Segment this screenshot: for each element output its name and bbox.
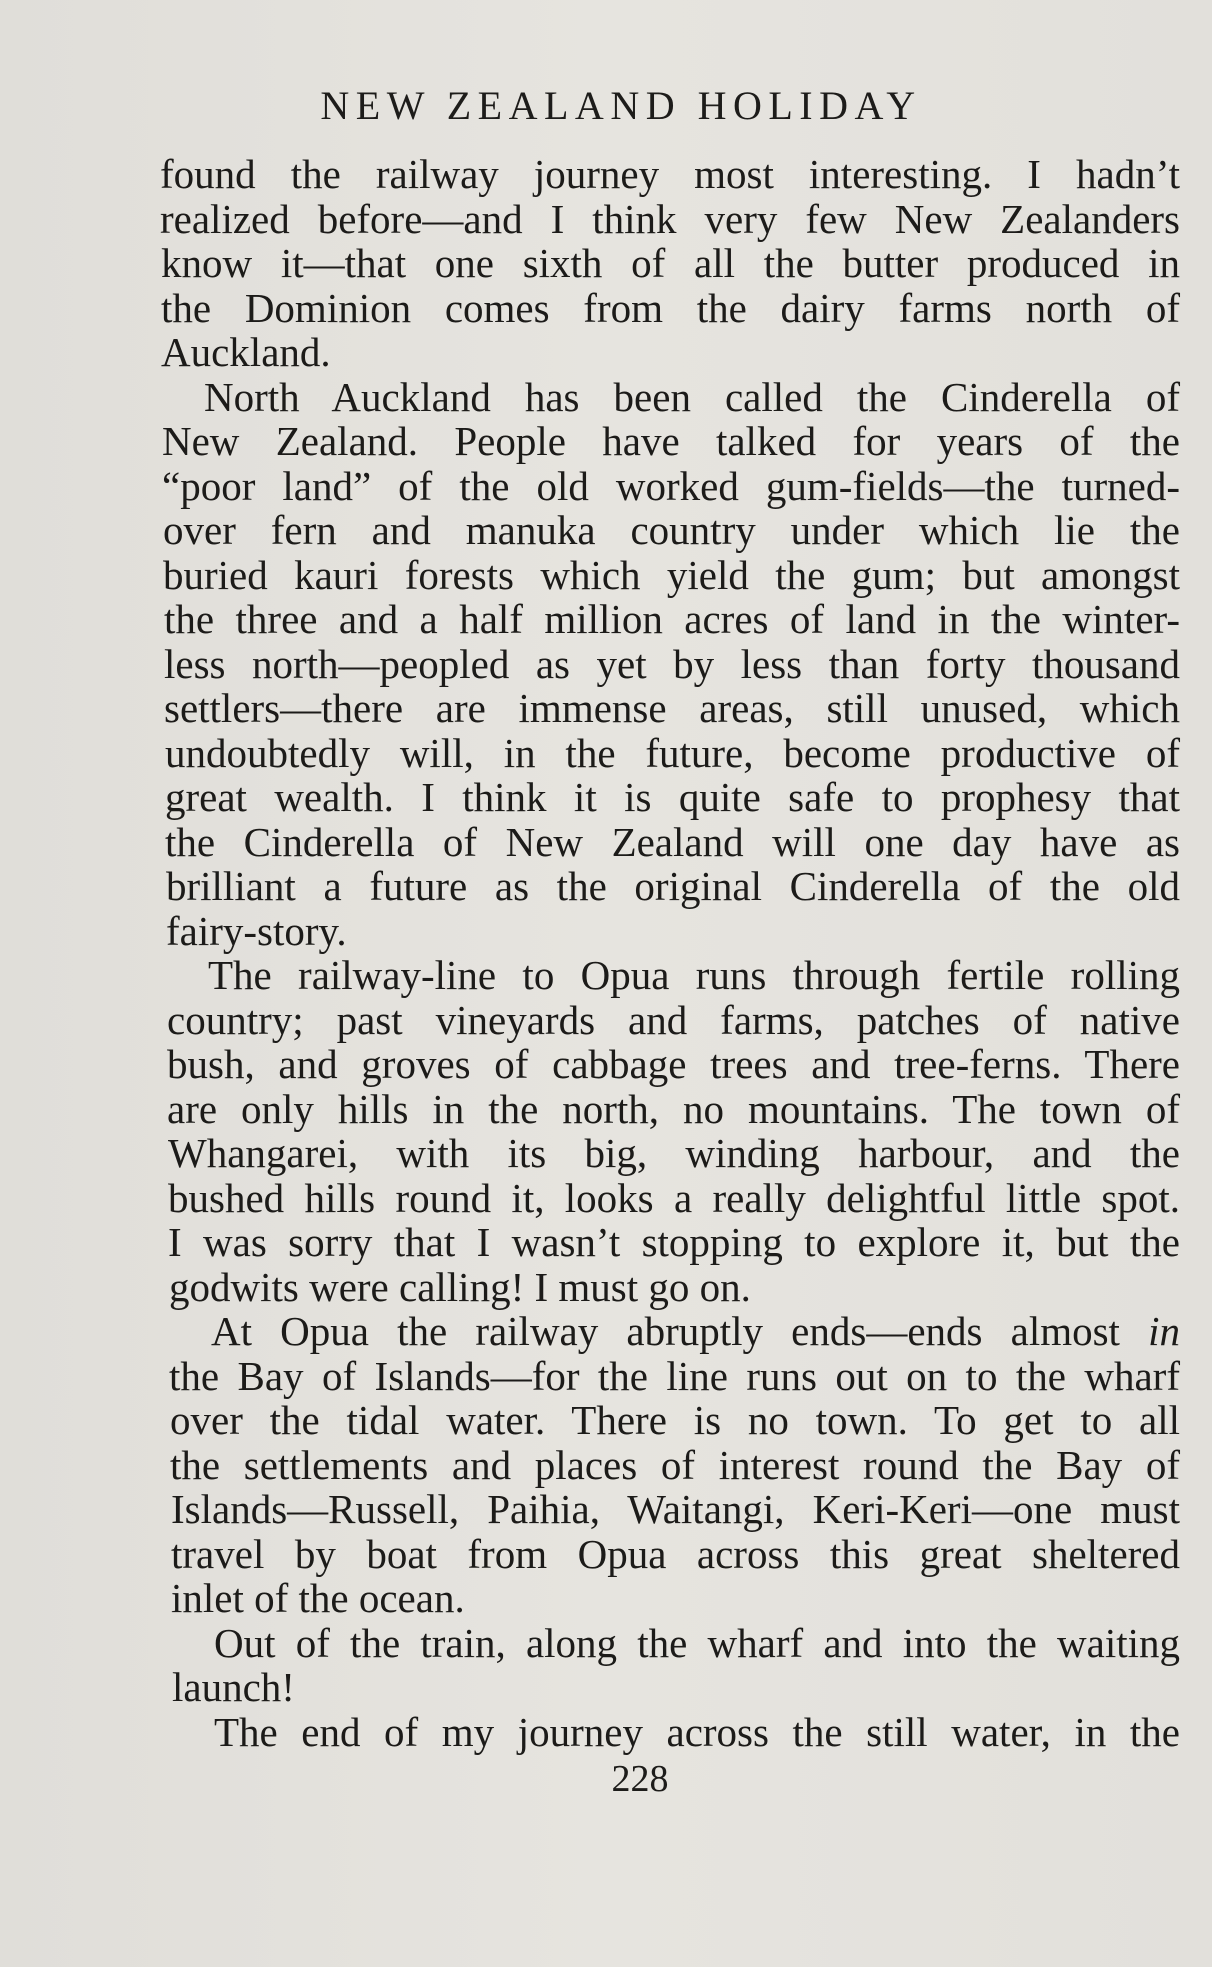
text-line: settlers—there are immense areas, still unused, which — [164, 685, 1180, 731]
running-head: NEW ZEALAND HOLIDAY — [320, 83, 922, 128]
text-line: godwits were calling! I must go on. — [169, 1263, 751, 1310]
text-line: the Dominion comes from the dairy farms north of — [161, 284, 1180, 331]
text-line: At Opua the railway abruptly ends—ends almost in — [211, 1308, 1180, 1354]
text-line: country; past vineyards and farms, patches of native — [167, 996, 1180, 1043]
text-line: inlet of the ocean. — [171, 1575, 465, 1621]
body-text — [160, 152, 1180, 1754]
text-line: Islands—Russell, Paihia, Waitangi, Keri-Keri—one must — [171, 1486, 1180, 1532]
text-line: Whangarei, with its big, winding harbour, and the — [168, 1130, 1180, 1176]
text-line: The railway-line to Opua runs through fertile rolling — [208, 952, 1180, 998]
text-line: fairy-story. — [166, 907, 347, 954]
text-line: realized before—and I think very few New Zealanders — [160, 195, 1180, 242]
text-line: less north—peopled as yet by less than forty thousand — [164, 640, 1180, 687]
text-line: I was sorry that I wasn’t stopping to explore it, but the — [168, 1219, 1180, 1265]
text-line: over fern and manuka country under which lie the — [163, 507, 1180, 553]
text-line: over the tidal water. There is no town. To get to all — [170, 1397, 1180, 1443]
page-number: 228 — [611, 1758, 669, 1800]
text-line: buried kauri forests which yield the gum; but amongst — [163, 551, 1180, 598]
text-line: the three and a half million acres of land in the winter- — [164, 596, 1180, 642]
text-line: New Zealand. People have talked for years of the — [162, 418, 1180, 464]
text-line: launch! — [172, 1664, 295, 1710]
text-line: found the railway journey most interesting. I hadn’t — [160, 151, 1180, 197]
text-line: travel by boat from Opua across this great sheltered — [171, 1530, 1180, 1577]
italic-word: in — [1148, 1308, 1180, 1354]
text-line: North Auckland has been called the Cinderella of — [204, 373, 1180, 420]
text-line: know it—that one sixth of all the butter produced in — [161, 240, 1180, 286]
text-line: Auckland. — [161, 329, 331, 375]
text-line: Out of the train, along the wharf and into the waiting — [214, 1619, 1180, 1666]
text-line: the Cinderella of New Zealand will one day have as — [165, 818, 1180, 865]
text-line: The end of my journey across the still water, in the — [214, 1708, 1180, 1755]
text-line: brilliant a future as the original Cinderella of the old — [166, 863, 1180, 909]
text-line: the Bay of Islands—for the line runs out on to the wharf — [169, 1352, 1180, 1399]
text-line: the settlements and places of interest round the Bay of — [170, 1441, 1180, 1488]
text-line: bushed hills round it, looks a really delightful little spot. — [168, 1174, 1180, 1221]
text-line: “poor land” of the old worked gum-fields—the turned- — [162, 462, 1180, 509]
text-line: are only hills in the north, no mountains. The town of — [167, 1085, 1180, 1132]
text-line: undoubtedly will, in the future, become productive of — [165, 729, 1180, 776]
text-line: bush, and groves of cabbage trees and tree-ferns. There — [167, 1041, 1180, 1087]
text-line: great wealth. I think it is quite safe to prophesy that — [165, 774, 1180, 820]
